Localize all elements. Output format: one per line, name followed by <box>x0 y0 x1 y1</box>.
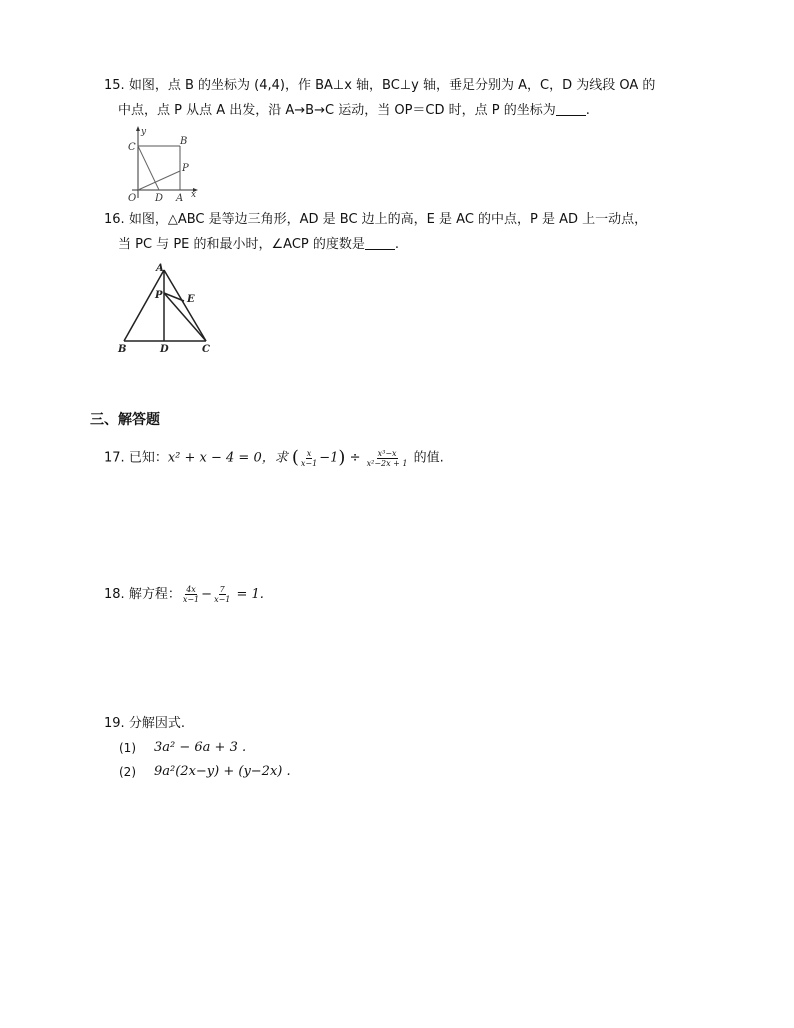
q18-fraction-2 <box>213 585 231 604</box>
q15-label-A: A <box>176 193 184 204</box>
q16-period: . <box>394 237 400 252</box>
q15-label-y: y <box>141 127 147 137</box>
q17-f2-denominator: x²−2x + 1 <box>366 458 408 468</box>
q16-figure <box>114 260 224 356</box>
q19-item-1-label: (1) <box>119 741 136 755</box>
q15-label-C: C <box>128 142 136 153</box>
q18-fraction-1 <box>182 585 200 604</box>
q16-side-AB <box>124 270 164 341</box>
q19-item-1-expr: 3a² − 6a + 3 . <box>154 740 247 755</box>
q19-number: 19. <box>104 716 125 731</box>
q16-label-P: P <box>155 290 163 301</box>
q17-f1-numerator: x <box>306 448 312 458</box>
q19-item-2 <box>119 763 136 781</box>
q17-minus-one: −1 <box>319 450 339 466</box>
q15-period: . <box>585 103 590 118</box>
q15-number: 15. <box>104 78 125 93</box>
q19-item-2-label: (2) <box>119 765 136 779</box>
q17-prefix: 已知： <box>128 450 168 466</box>
q18-f1-denominator: x−1 <box>182 595 200 604</box>
q17-fraction-1 <box>300 449 318 468</box>
q17-suffix: 的值. <box>413 450 444 466</box>
q15-label-D: D <box>155 193 164 204</box>
q16-text-line2: 当 PC 与 PE 的和最小时，∠ACP 的度数是 <box>118 237 365 252</box>
q17-right-paren: ) <box>338 447 346 468</box>
q16-label-B: B <box>118 344 127 355</box>
q18-rhs: = 1. <box>236 587 264 602</box>
q15-label-O: O <box>128 193 137 204</box>
q15-answer-blank[interactable] <box>556 103 586 116</box>
q18-minus-sign: − <box>201 587 213 602</box>
q16-line2 <box>118 236 399 254</box>
q18-f1-numerator: 4x <box>186 585 196 594</box>
q17-f2-numerator: x³−x <box>377 448 397 458</box>
q16-label-E: E <box>187 294 195 305</box>
q15-text-line2: 中点，点 P 从点 A 出发，沿 A→B→C 运动，当 OP＝CD 时，点 P 的坐标为 <box>118 103 556 118</box>
q16-label-C: C <box>202 344 210 355</box>
q19-title: 分解因式. <box>128 716 185 731</box>
q15-label-P: P <box>182 163 189 174</box>
q17-number: 17. <box>104 450 125 466</box>
q18-f2-numerator: 7 <box>219 585 225 594</box>
q16-side-AC <box>164 270 206 341</box>
q17-left-paren: ( <box>291 447 299 468</box>
q15-label-x: x <box>191 190 197 200</box>
q15-line1 <box>104 77 655 95</box>
q18-prefix: 解方程： <box>128 587 181 602</box>
q18-f2-denominator: x−1 <box>214 595 231 604</box>
section-heading: 三、解答题 <box>90 412 160 428</box>
q15-segment-CD <box>138 146 159 190</box>
q19-item-1 <box>119 739 136 757</box>
q16-text-line1: 如图，△ABC 是等边三角形，AD 是 BC 边上的高，E 是 AC 的中点，P 是 AD 上一动点， <box>128 212 648 227</box>
q15-text-line1: 如图，点 B 的坐标为 (4,4)，作 BA⊥x 轴，BC⊥y 轴，垂足分别为 A，C，D 为线段 OA 的 <box>128 78 656 93</box>
q19-item-2-expr: 9a²(2x−y) + (y−2x) . <box>154 764 291 779</box>
q16-line1 <box>104 211 647 229</box>
q19-line <box>104 715 185 733</box>
q16-segment-PC <box>164 293 206 341</box>
q15-segment-OP <box>138 171 180 190</box>
q15-figure <box>118 124 200 204</box>
q18-number: 18. <box>104 587 125 602</box>
q17-divide-sign: ÷ <box>349 450 361 466</box>
q15-y-arrow <box>136 126 140 131</box>
q16-answer-blank[interactable] <box>365 237 395 250</box>
q15-label-B: B <box>180 136 188 147</box>
q18-line <box>104 584 264 606</box>
q17-fraction-2 <box>366 449 409 468</box>
q17-f1-denominator: x−1 <box>300 458 318 468</box>
q17-equation: x² + x − 4 = 0，求 <box>167 450 288 466</box>
q17-line <box>104 447 444 470</box>
q16-label-D: D <box>160 344 169 355</box>
q16-number: 16. <box>104 212 125 227</box>
q16-label-A: A <box>156 263 164 274</box>
q15-line2 <box>118 102 590 120</box>
